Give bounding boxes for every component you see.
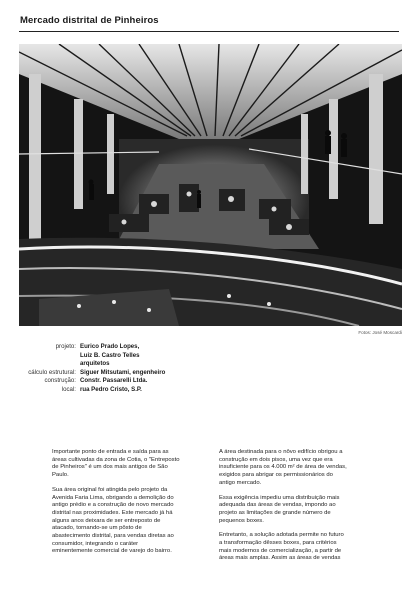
credit-value: Siguer Mitsutami, engenheiro [80, 368, 166, 376]
credit-value: arquitetos [80, 360, 110, 368]
credit-row-construction [20, 377, 280, 386]
credit-values [80, 377, 147, 386]
text-column-right [219, 449, 347, 570]
credit-label: projeto: [55, 343, 76, 350]
credit-value: Luiz B. Castro Telles [80, 351, 140, 359]
photo-credit: Fotos: José Moscardi [358, 330, 402, 335]
paragraph: Importante ponto de entrada e saída para as áreas cultivadas da zona de Cotia, o "Entreposto de Pinheiros" é um dos mais antigos de São Paulo. [52, 449, 180, 479]
credit-label: construção: [44, 377, 76, 385]
text-column-left [52, 449, 180, 563]
page-title: Mercado distrital de Pinheiros [20, 15, 159, 26]
credit-value: Eurico Prado Lopes, [80, 343, 140, 350]
credit-values [80, 369, 165, 378]
credit-row-project [20, 343, 280, 369]
credit-row-structure [20, 369, 280, 378]
credit-values [80, 386, 142, 395]
paragraph: Essa exigência impediu uma distribuição mais adequada das áreas de vendas, impondo ao projeto as limitações de grande número de pequenos boxes. [219, 494, 340, 524]
credit-value: Constr. Passarelli Ltda. [80, 377, 148, 385]
paragraph: Entretanto, a solução adotada permite no futuro a transformação dêsses boxes, para critérios mais modernos de comercialização, a partir de áreas mais amplas. Assim as áreas de vendas [219, 532, 344, 562]
credit-label: local: [61, 385, 76, 393]
title-rule [19, 31, 399, 32]
credit-label: cálculo estrutural: [28, 368, 76, 376]
credit-row-location [20, 386, 280, 395]
credit-value: rua Pedro Cristo, S.P. [80, 385, 142, 393]
paragraph: Sua área original foi atingida pelo projeto da Avenida Faria Lima, obrigando a demolição do antigo prédio e a construção de novo mercado distrital nas proximidades. Este mercado já há alguns anos deixara de ser entreposto de atacado, tornando-se um pôsto de abastecimento distrital, para vendas diretas ao consumidor, integrando o caráter eminentemente comercial de varejo do bairro. [52, 486, 174, 555]
project-credits [20, 343, 280, 395]
market-interior-photo [19, 44, 402, 326]
credit-values [80, 343, 139, 369]
paragraph: A área destinada para o nôvo edifício obrigou a construção em dois pisos, uma vez que era insuficiente para os 4.000 m² de área de vendas, exigidos para abrigar os permissionários do antigo mercado. [219, 449, 347, 486]
